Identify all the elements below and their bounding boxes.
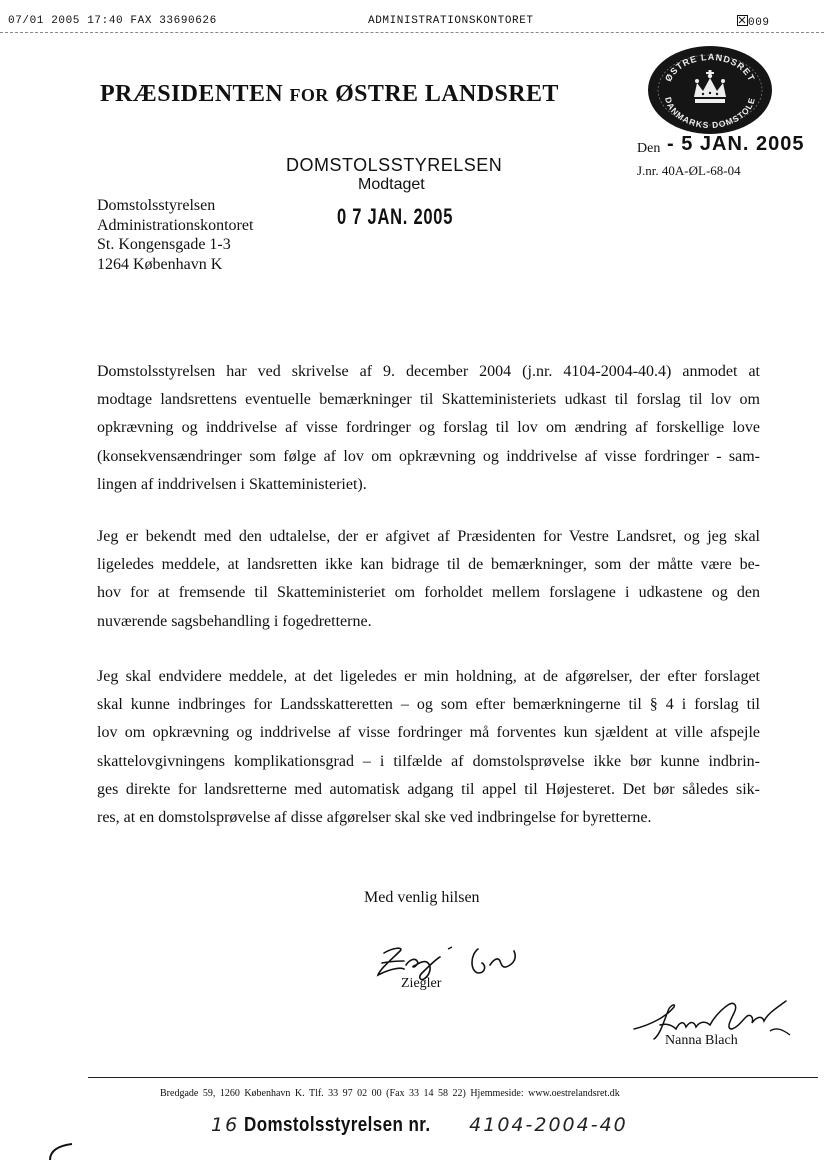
received-stamp-org: DOMSTOLSSTYRELSEN [286, 155, 503, 175]
paragraph-line: nuværende sagsbehandling i fogedretterne. [97, 612, 372, 630]
recipient-address [97, 196, 253, 274]
address-line: Administrationskontoret [97, 216, 254, 234]
letter-date: - 5 JAN. 2005 [667, 133, 805, 155]
received-stamp-label: Modtaget [358, 176, 425, 193]
signer-name-blach: Nanna Blach [665, 1033, 738, 1048]
title-part1: PRÆSIDENTEN [100, 81, 290, 107]
paragraph-line: lov om opkrævning og inddrivelse af visse fordringer må forventes kun sjældent at ville afspejle [97, 724, 760, 742]
archive-stamp-label: Domstolsstyrelsen nr. [244, 1114, 431, 1136]
fax-header [0, 11, 824, 31]
court-seal-logo [647, 45, 773, 135]
fax-header-left: 07/01 2005 17:40 FAX 33690626 [8, 15, 217, 27]
paragraph-line: Jeg er bekendt med den udtalelse, der er afgivet af Præsidenten for Vestre Landsret, og jeg skal [97, 528, 760, 545]
footer-divider [88, 1077, 818, 1078]
body-paragraph-2 [97, 523, 760, 636]
letterhead-title [100, 81, 559, 108]
paragraph-line: (konsekvensændringer som følge af lov om opkrævning og inddrivelse af visse fordringer - sam- [97, 447, 760, 465]
address-line: 1264 København K [97, 255, 223, 273]
received-stamp-date: 0 7 JAN. 2005 [337, 204, 454, 229]
paragraph-line: ges direkte for landsretterne med automatisk adgang til appel til Højesteret. Det bør således sik- [97, 780, 760, 798]
address-line: Domstolsstyrelsen [97, 197, 216, 214]
archive-stamp-prefix: 16 [211, 1114, 240, 1136]
archive-stamp-number: 4104-2004-40 [469, 1114, 628, 1136]
paragraph-line: res, at en domstolsprøvelse af disse afgørelser skal ske ved indbringelse for byretterne. [97, 809, 652, 827]
title-small: FOR [289, 85, 329, 105]
corner-mark [46, 1138, 76, 1162]
closing-greeting: Med venlig hilsen [364, 889, 480, 906]
date-label: Den [637, 141, 661, 156]
paragraph-line: Jeg skal endvidere meddele, at det ligeledes er min holdning, at de afgørelser, der efter forslaget [97, 668, 760, 685]
ziegler-signature [370, 935, 530, 995]
paragraph-line: ligeledes meddele, at landsretten ikke kan bidrage til de bemærkninger, som der måtte være be- [97, 556, 760, 574]
paragraph-line: skattelovgivningens komplikationsgrad – i tilfælde af domstolsprøvelse ikke bør kunne indbrin- [97, 752, 760, 770]
fax-page-number: 009 [748, 17, 770, 29]
paragraph-line: lingen af inddrivelsen i Skatteministeriet). [97, 475, 367, 493]
address-line: St. Kongensgade 1-3 [97, 236, 231, 253]
fax-page-icon [737, 15, 748, 26]
paragraph-line: Domstolsstyrelsen har ved skrivelse af 9. december 2004 (j.nr. 4104-2004-40.4) anmodet at [97, 363, 760, 380]
paragraph-line: modtage landsrettens eventuelle bemærkninger til Skatteministeriets udkast til forslag til lov om [97, 391, 760, 409]
signer-name-ziegler: Ziegler [401, 976, 442, 991]
journal-number: J.nr. 40A-ØL-68-04 [637, 163, 741, 178]
svg-text:DANMARKS DOMSTOLE: DANMARKS DOMSTOLE [663, 95, 757, 131]
svg-text:ØSTRE LANDSRET: ØSTRE LANDSRET [663, 51, 757, 84]
paragraph-line: opkrævning og inddrivelse af visse fordringer og forslag til lov om ændring af forskellige love [97, 419, 760, 437]
footer-contact: Bredgade 59, 1260 København K. Tlf. 33 97 02 00 (Fax 33 14 58 22) Hjemmeside: www.oestrelandsret.dk [160, 1088, 620, 1099]
body-paragraph-3 [97, 663, 760, 832]
fax-header-center: ADMINISTRATIONSKONTORET [368, 15, 534, 27]
body-paragraph-1 [97, 358, 760, 499]
fax-header-divider [0, 32, 824, 34]
title-part2: ØSTRE LANDSRET [328, 81, 559, 107]
paragraph-line: skal kunne indbringes for Landsskatteretten – og som efter bemærkningerne til § 4 i forslag til [97, 696, 760, 714]
fax-header-page [737, 15, 770, 29]
paragraph-line: hov for at fremsende til Skatteministeriet om forholdet mellem forslagene i udkastene og den [97, 584, 760, 602]
archive-stamp [211, 1112, 628, 1137]
